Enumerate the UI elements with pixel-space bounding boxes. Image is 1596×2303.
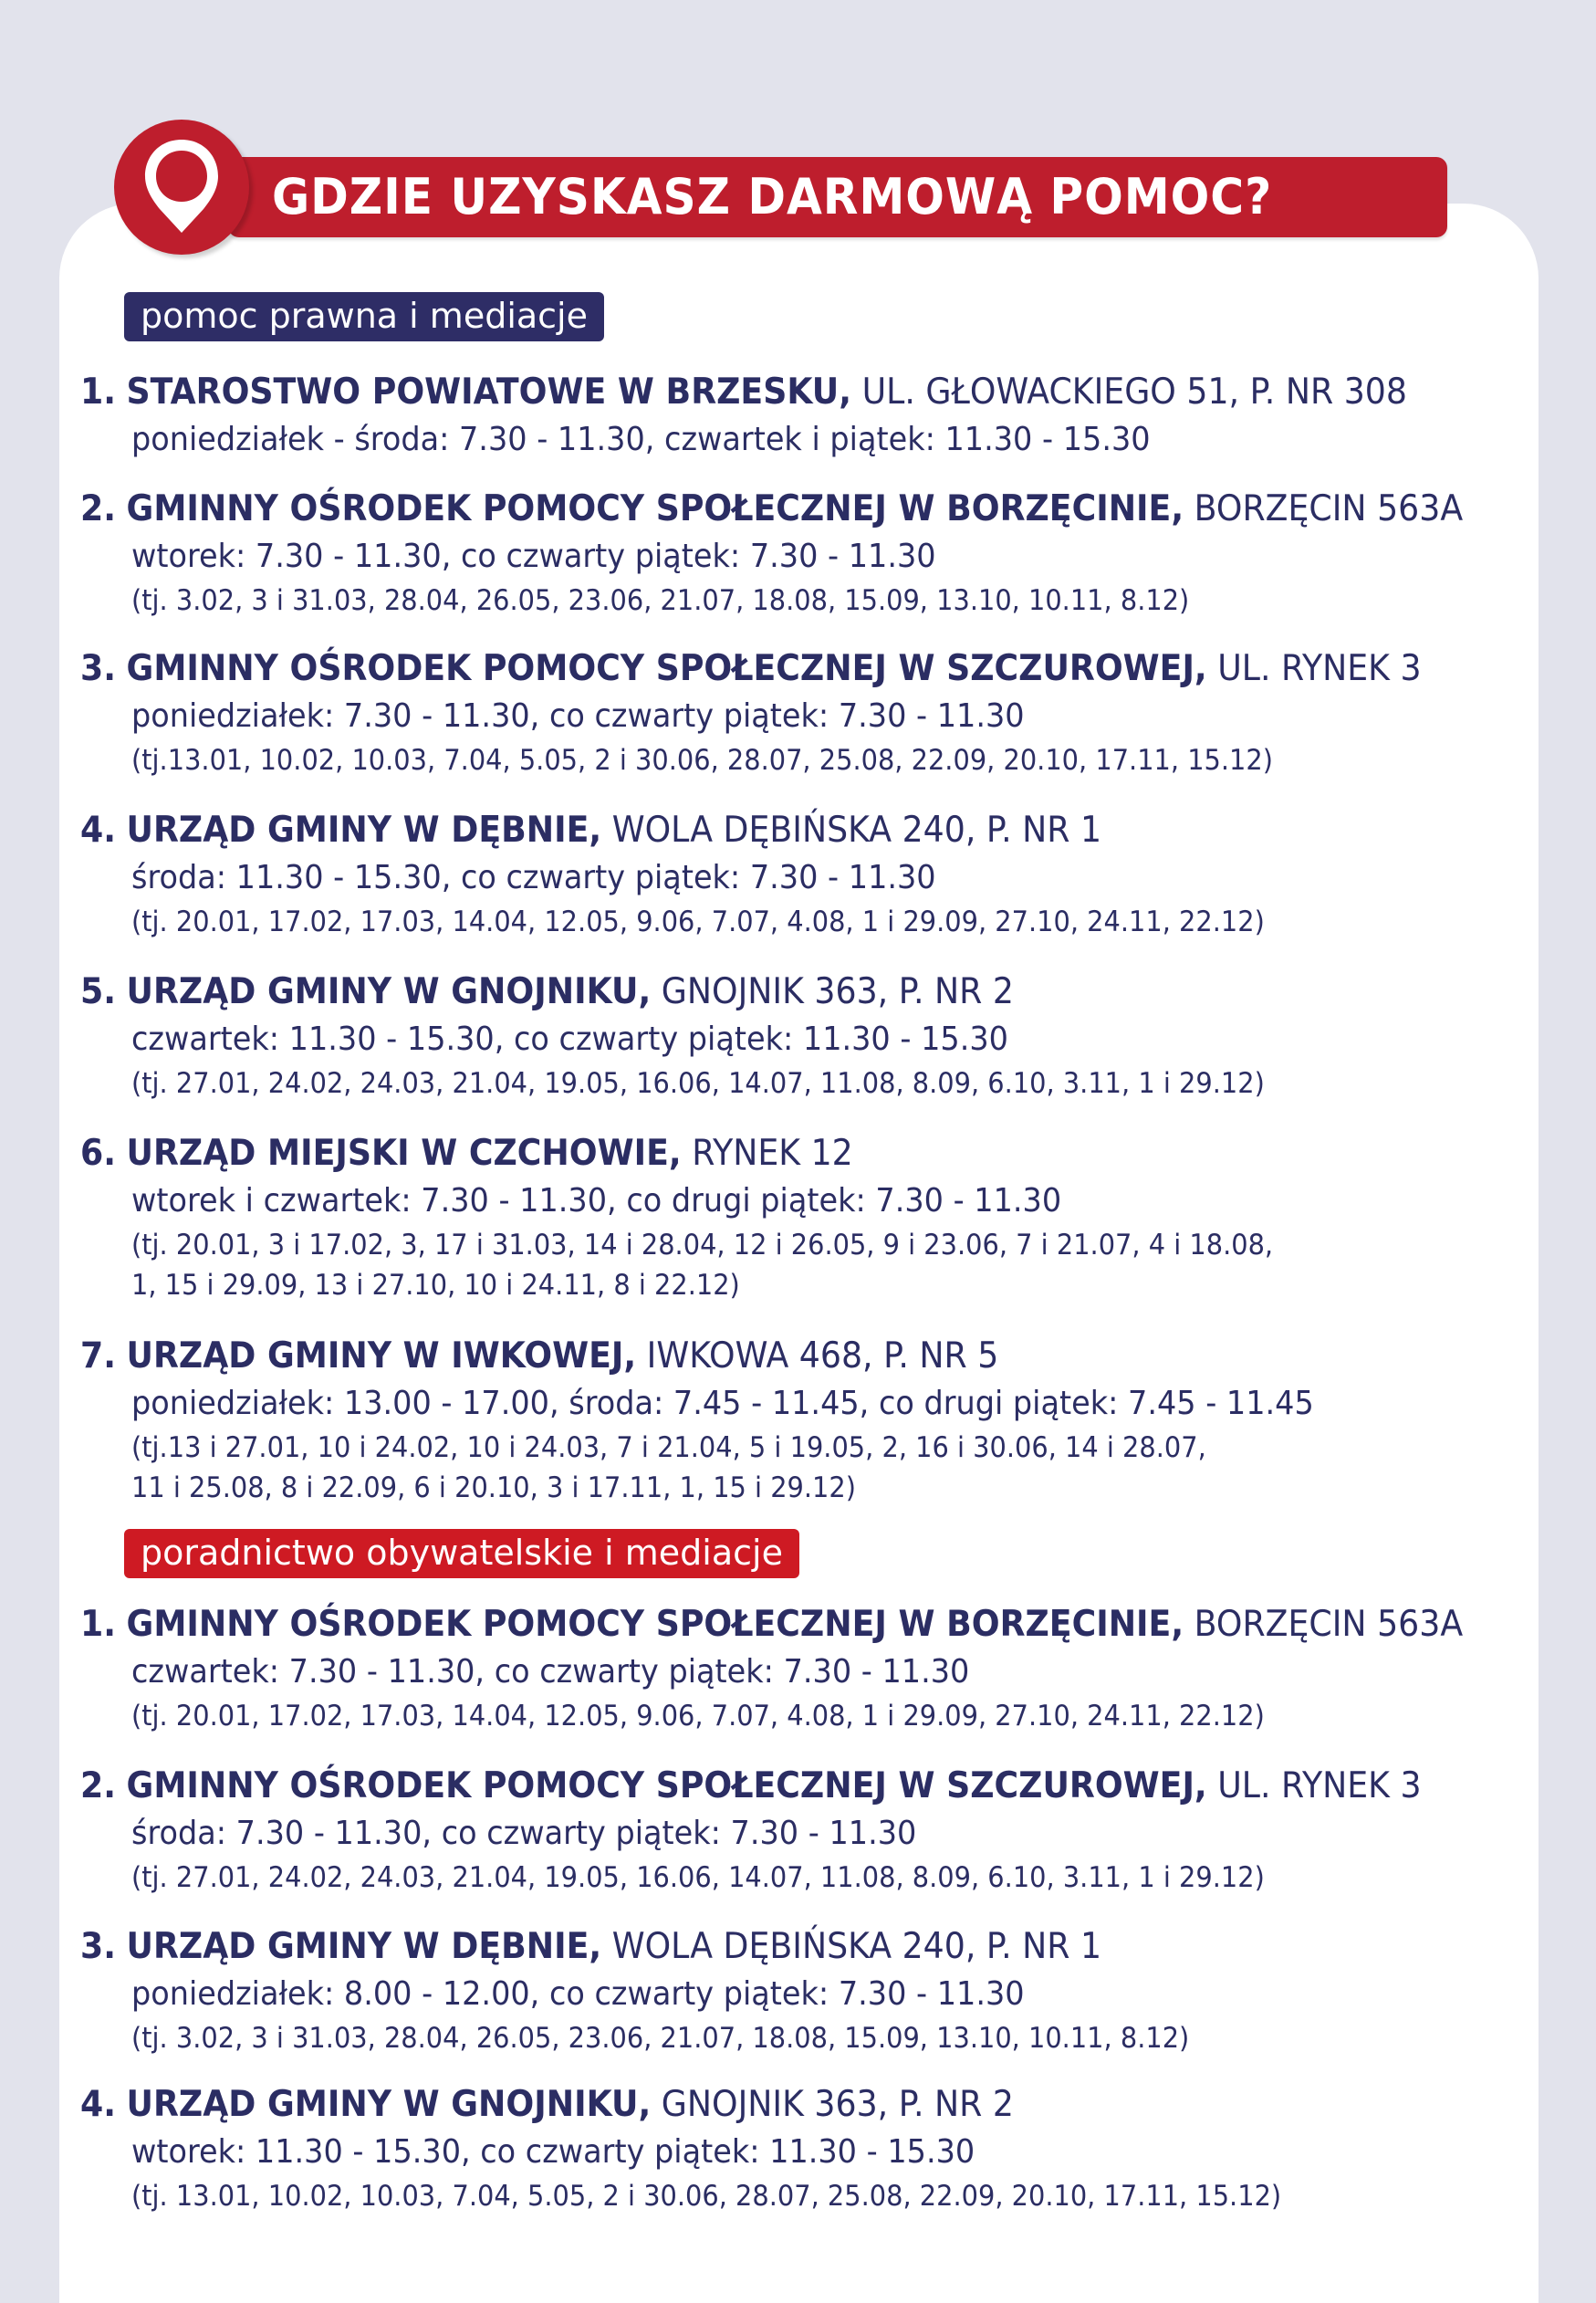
list-item (80, 369, 1507, 464)
item-address: UL. GŁOWACKIEGO 51, P. NR 308 (851, 372, 1407, 413)
item-address: WOLA DĘBIŃSKA 240, P. NR 1 (601, 810, 1102, 851)
section-label-civic-advice: poradnictwo obywatelskie i mediacje (124, 1529, 799, 1578)
item-name: URZĄD MIEJSKI W CZCHOWIE, (126, 1133, 682, 1174)
item-name: GMINNY OŚRODEK POMOCY SPOŁECZNEJ W SZCZUROWEJ, (126, 648, 1207, 689)
item-name: URZĄD GMINY W GNOJNIKU, (126, 971, 652, 1012)
item-name: STAROSTWO POWIATOWE W BRZESKU, (126, 372, 852, 413)
section-label-legal-aid: pomoc prawna i mediacje (124, 292, 604, 341)
location-pin-badge (114, 120, 249, 255)
item-number: 5. (80, 971, 117, 1012)
list-item (80, 645, 1522, 780)
item-hours: czwartek: 11.30 - 15.30, co czwarty piątek: 11.30 - 15.30 (131, 1021, 1008, 1058)
item-number: 2. (80, 488, 117, 529)
item-name: GMINNY OŚRODEK POMOCY SPOŁECZNEJ W SZCZUROWEJ, (126, 1765, 1207, 1806)
item-address: BORZĘCIN 563A (1184, 1604, 1464, 1645)
item-address: GNOJNIK 363, P. NR 2 (651, 2084, 1014, 2125)
item-dates: (tj.13 i 27.01, 10 i 24.02, 10 i 24.03, 7 i 21.04, 5 i 19.05, 2, 16 i 30.06, 14 i 28.07, (131, 1431, 1206, 1464)
item-number: 1. (80, 372, 117, 413)
item-dates: (tj. 20.01, 17.02, 17.03, 14.04, 12.05, 9.06, 7.07, 4.08, 1 i 29.09, 27.10, 24.11, 22.12) (131, 905, 1265, 938)
item-number: 2. (80, 1765, 117, 1806)
item-number: 3. (80, 648, 117, 689)
item-dates: (tj. 20.01, 17.02, 17.03, 14.04, 12.05, 9.06, 7.07, 4.08, 1 i 29.09, 27.10, 24.11, 22.12) (131, 1700, 1265, 1732)
item-hours: czwartek: 7.30 - 11.30, co czwarty piątek: 7.30 - 11.30 (131, 1653, 970, 1691)
item-hours: poniedziałek: 7.30 - 11.30, co czwarty piątek: 7.30 - 11.30 (131, 697, 1025, 735)
list-item (80, 2081, 1368, 2216)
item-name: URZĄD GMINY W DĘBNIE, (126, 810, 602, 851)
list-item (80, 1333, 1403, 1508)
item-dates: (tj. 27.01, 24.02, 24.03, 21.04, 19.05, 16.06, 14.07, 11.08, 8.09, 6.10, 3.11, 1 i 29.12) (131, 1861, 1265, 1894)
location-pin-icon (140, 136, 224, 238)
list-item (80, 807, 1350, 942)
list-item (80, 1130, 1359, 1305)
item-dates: (tj.13.01, 10.02, 10.03, 7.04, 5.05, 2 i 30.06, 28.07, 25.08, 22.09, 20.10, 17.11, 15.12) (131, 744, 1273, 777)
item-dates: (tj. 20.01, 3 i 17.02, 3, 17 i 31.03, 14 i 28.04, 12 i 26.05, 9 i 23.06, 7 i 21.07, 4 i 18.08, (131, 1229, 1274, 1261)
item-hours: wtorek i czwartek: 7.30 - 11.30, co drugi piątek: 7.30 - 11.30 (131, 1182, 1062, 1220)
item-dates: 1, 15 i 29.09, 13 i 27.10, 10 i 24.11, 8 i 22.12) (131, 1269, 740, 1302)
item-address: BORZĘCIN 563A (1184, 488, 1464, 529)
item-hours: wtorek: 7.30 - 11.30, co czwarty piątek: 7.30 - 11.30 (131, 538, 936, 575)
item-number: 7. (80, 1335, 117, 1377)
item-name: URZĄD GMINY W DĘBNIE, (126, 1926, 602, 1967)
item-hours: wtorek: 11.30 - 15.30, co czwarty piątek: 11.30 - 15.30 (131, 2133, 975, 2171)
item-hours: poniedziałek - środa: 7.30 - 11.30, czwartek i piątek: 11.30 - 15.30 (131, 421, 1151, 458)
list-item (80, 1923, 1269, 2058)
item-hours: poniedziałek: 8.00 - 12.00, co czwarty piątek: 7.30 - 11.30 (131, 1975, 1025, 2013)
item-address: RYNEK 12 (681, 1133, 853, 1174)
item-name: GMINNY OŚRODEK POMOCY SPOŁECZNEJ W BORZĘCINIE, (126, 1604, 1184, 1645)
page-title: GDZIE UZYSKASZ DARMOWĄ POMOC? (272, 168, 1273, 225)
item-number: 3. (80, 1926, 117, 1967)
item-hours: środa: 7.30 - 11.30, co czwarty piątek: 7.30 - 11.30 (131, 1815, 917, 1852)
item-name: URZĄD GMINY W GNOJNIKU, (126, 2084, 652, 2125)
item-number: 4. (80, 2084, 117, 2125)
item-address: UL. RYNEK 3 (1206, 1765, 1422, 1806)
item-name: GMINNY OŚRODEK POMOCY SPOŁECZNEJ W BORZĘCINIE, (126, 488, 1184, 529)
item-dates: (tj. 3.02, 3 i 31.03, 28.04, 26.05, 23.06, 21.07, 18.08, 15.09, 13.10, 10.11, 8.12) (131, 584, 1190, 617)
item-name: URZĄD GMINY W IWKOWEJ, (126, 1335, 637, 1377)
item-number: 1. (80, 1604, 117, 1645)
item-number: 4. (80, 810, 117, 851)
item-address: GNOJNIK 363, P. NR 2 (651, 971, 1014, 1012)
list-item (80, 1601, 1567, 1736)
item-number: 6. (80, 1133, 117, 1174)
item-dates: (tj. 3.02, 3 i 31.03, 28.04, 26.05, 23.06, 21.07, 18.08, 15.09, 13.10, 10.11, 8.12) (131, 2022, 1190, 2055)
list-item (80, 1763, 1522, 1898)
item-dates: (tj. 13.01, 10.02, 10.03, 7.04, 5.05, 2 i 30.06, 28.07, 25.08, 22.09, 20.10, 17.11, 15.12) (131, 2180, 1282, 2213)
item-address: UL. RYNEK 3 (1206, 648, 1422, 689)
item-address: IWKOWA 468, P. NR 5 (636, 1335, 999, 1377)
item-dates: (tj. 27.01, 24.02, 24.03, 21.04, 19.05, 16.06, 14.07, 11.08, 8.09, 6.10, 3.11, 1 i 29.12) (131, 1067, 1265, 1100)
item-hours: poniedziałek: 13.00 - 17.00, środa: 7.45 - 11.45, co drugi piątek: 7.45 - 11.45 (131, 1385, 1314, 1422)
list-item (80, 486, 1567, 621)
item-dates: 11 i 25.08, 8 i 22.09, 6 i 20.10, 3 i 17.11, 1, 15 i 29.12) (131, 1471, 857, 1504)
item-hours: środa: 11.30 - 15.30, co czwarty piątek: 7.30 - 11.30 (131, 859, 936, 896)
title-banner (228, 157, 1447, 237)
list-item (80, 968, 1350, 1104)
item-address: WOLA DĘBIŃSKA 240, P. NR 1 (601, 1926, 1102, 1967)
